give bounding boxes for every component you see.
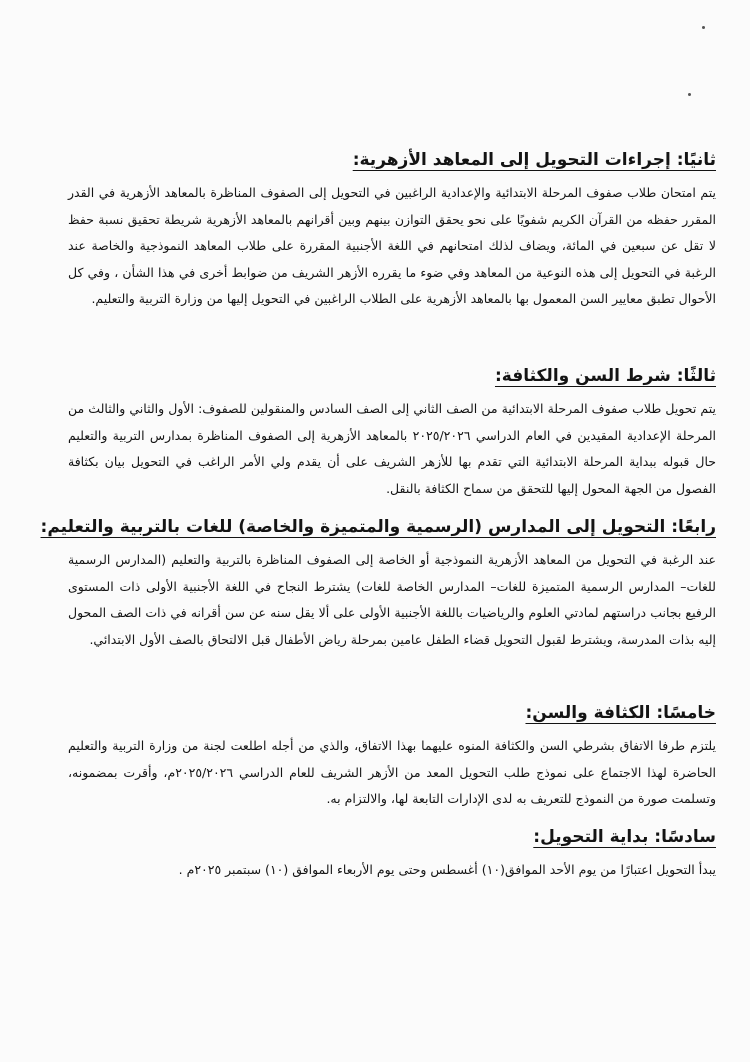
section-heading-4: رابعًا: التحويل إلى المدارس (الرسمية والمتميزة والخاصة) للغات بالتربية والتعليم: — [40, 517, 716, 537]
section-heading-2: ثانيًا: إجراءات التحويل إلى المعاهد الأزهرية: — [352, 150, 716, 170]
section-body-4: عند الرغبة في التحويل من المعاهد الأزهرية النموذجية أو الخاصة إلى الصفوف المناظرة بالتربية والتعليم (المدارس الرسمية للغات– المدارس الرسمية المتميزة للغات– المدارس الخاصة للغات) يشترط النجاح في اللغة الأجنبية الأولى ذات المستوى الرفيع بجانب دراستهم لمادتي العلوم والرياضيات باللغة الأجنبية الأولى على ألا يقل سنه عن سن أقرانه في ذات الصف المحول إليه بذات المدرسة، ويشترط لقبول التحويل قضاء الطفل عامين بمرحلة رياض الأطفال قبل الالتحاق بالصف الأول الابتدائي. — [68, 552, 716, 647]
scan-speck — [688, 93, 691, 96]
section-body-5: يلتزم طرفا الاتفاق بشرطي السن والكثافة المنوه عليهما بهذا الاتفاق، والذي من أجله اطلعت لجنة من وزارة التربية والتعليم الحاضرة لهذا الاجتماع على نموذج طلب التحويل المعد من الأزهر الشريف للعام الدراسي ٢٠٢٥/٢٠٢٦م، وأقرت بمضمونه، وتسلمت صورة من النموذج للتعريف به لدى الإدارات التابعة لها، والالتزام به. — [68, 738, 716, 807]
section-heading-3: ثالثًا: شرط السن والكثافة: — [494, 366, 716, 386]
scan-speck — [702, 26, 705, 29]
section-body-2: يتم امتحان طلاب صفوف المرحلة الابتدائية والإعدادية الراغبين في التحويل إلى الصفوف المناظرة بالمعاهد الأزهرية في القدر المقرر حفظه من القرآن الكريم شفويًا على نحو يحقق التوازن بينهم وبين أقرانهم بالمعاهد الأزهرية شريطة تحقيق نسبة حفظ لا تقل عن سبعين في المائة، ويضاف لذلك امتحانهم في اللغة الأجنبية المقررة على طلاب المعاهد النموذجية والخاصة عند الرغبة في التحويل إلى هذه النوعية من المعاهد وفي ضوء ما يقرره الأزهر الشريف من ضوابط أخرى في هذا الشأن ، وفي كل الأحوال تطبق معايير السن المعمول بها بالمعاهد الأزهرية على الطلاب الراغبين في التحويل إليها من وزارة التربية والتعليم. — [68, 185, 716, 307]
section-body-6: يبدأ التحويل اعتبارًا من يوم الأحد الموافق(١٠) أغسطس وحتى يوم الأربعاء الموافق (١٠) سبتمبر ٢٠٢٥م . — [178, 862, 716, 877]
section-heading-5: خامسًا: الكثافة والسن: — [525, 703, 716, 723]
section-heading-6: سادسًا: بداية التحويل: — [533, 827, 716, 847]
section-body-3: يتم تحويل طلاب صفوف المرحلة الابتدائية من الصف الثاني إلى الصف السادس والمنقولين للصفوف: الأول والثاني والثالث من المرحلة الإعدادية المقيدين في العام الدراسي ٢٠٢٥/٢٠٢٦ بالمعاهد الأزهرية إلى الصفوف المناظرة بمدارس التربية والتعليم حال قبوله ببداية المرحلة الابتدائية التي تقدم بها للأزهر الشريف على أن يقدم ولي الأمر الراغب في التحويل بيان بكثافة الفصول من الجهة المحول إليها للتحقق من سماح الكثافة بالنقل. — [68, 401, 717, 496]
